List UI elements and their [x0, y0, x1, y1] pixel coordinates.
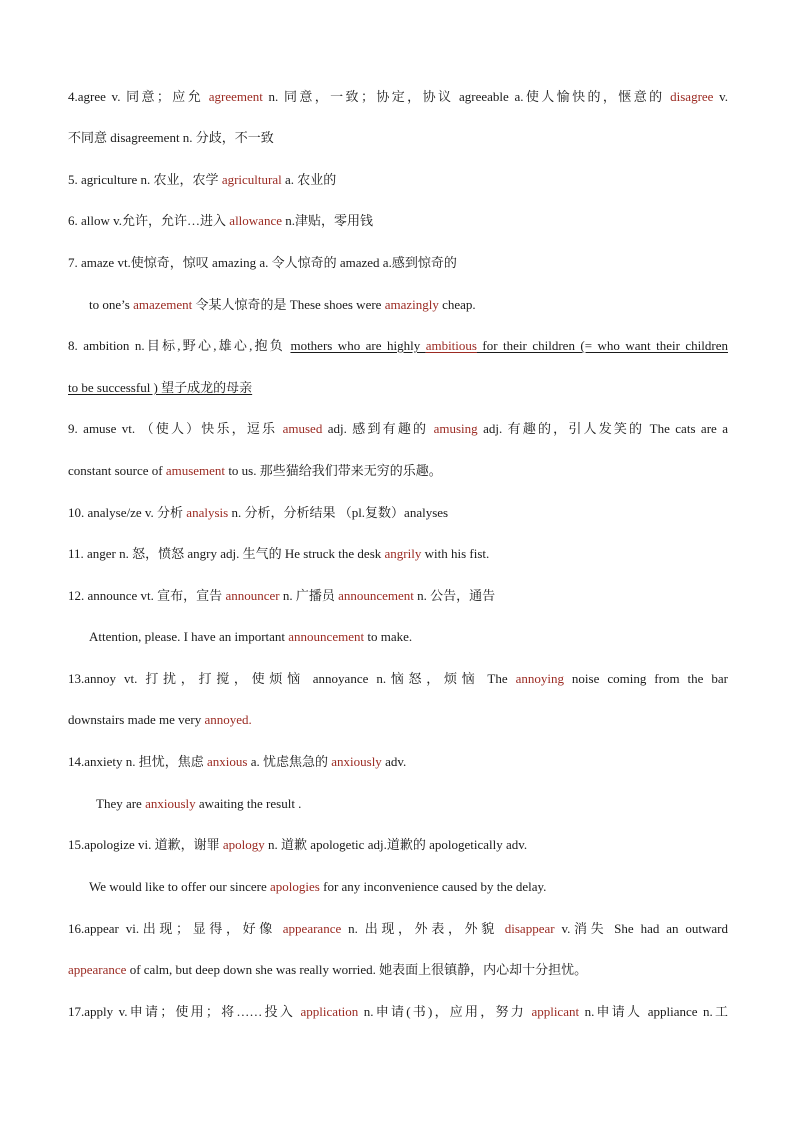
highlighted-word: annoyed.: [204, 712, 252, 727]
highlighted-word: anxious: [207, 754, 248, 769]
text-line: [68, 505, 728, 521]
text-segment: 8. ambition n.目标,野心,雄心,抱负: [68, 338, 291, 353]
text-segment: to us. 那些猫给我们带来无穷的乐趣。: [225, 463, 442, 478]
text-segment: Attention, please. I have an important: [89, 629, 289, 644]
text-line: [68, 588, 728, 604]
text-segment: awaiting the result .: [195, 796, 302, 811]
highlighted-word: announcement: [288, 629, 365, 644]
highlighted-word: analysis: [186, 505, 229, 520]
text-segment: 10. analyse/ze v. 分析: [68, 505, 187, 520]
text-segment: with his fist.: [421, 546, 490, 561]
text-line: [96, 796, 756, 812]
text-line: [68, 213, 728, 229]
text-line: [68, 712, 728, 728]
highlighted-word: angrily: [384, 546, 422, 561]
text-segment: of calm, but deep down she was really worried. 她表面上很镇静，内心却十分担忧。: [126, 962, 588, 977]
highlighted-word: appearance: [68, 962, 127, 977]
text-line: [68, 421, 728, 437]
highlighted-word: annoying: [515, 671, 564, 686]
text-segment: 11. anger n. 怒，愤怒 angry adj. 生气的 He struck the desk: [68, 546, 385, 561]
text-segment: 16.appear vi.出现；显得，好像: [68, 921, 283, 936]
highlighted-word: amusement: [165, 463, 226, 478]
text-line: [68, 671, 728, 687]
text-segment: adv.: [381, 754, 407, 769]
text-line: [68, 837, 728, 853]
text-segment: 4.agree v. 同意；应允: [68, 89, 209, 104]
highlighted-word: amused: [282, 421, 323, 436]
text-segment: to be successful ) 望子成龙的母亲: [68, 380, 253, 395]
text-segment: 12. announce vt. 宣布，宣告: [68, 588, 226, 603]
highlighted-word: applicant: [531, 1004, 580, 1019]
text-segment: v.消失 She had an outward: [554, 921, 728, 936]
text-segment: a. 忧虑焦急的: [247, 754, 332, 769]
text-line: [68, 380, 728, 396]
highlighted-word: disappear: [504, 921, 555, 936]
text-segment: 6. allow v.允许，允许…进入: [68, 213, 230, 228]
text-line: [68, 130, 728, 146]
text-line: [68, 962, 728, 978]
text-segment: to make.: [364, 629, 413, 644]
text-segment: for their children (= who want their children: [476, 338, 728, 353]
text-segment: mothers who are highly: [290, 338, 426, 353]
text-segment: adj. 有趣的，引人发笑的 The cats are a: [477, 421, 728, 436]
text-line: [68, 89, 728, 105]
highlighted-word: allowance: [229, 213, 282, 228]
highlighted-word: agreement: [208, 89, 263, 104]
highlighted-word: apology: [222, 837, 265, 852]
text-segment: n. 同意，一致；协定，协议 agreeable a.使人愉快的，惬意的: [262, 89, 671, 104]
text-segment: n. 道歉 apologetic adj.道歉的 apologetically adv.: [264, 837, 528, 852]
highlighted-word: ambitious: [425, 338, 477, 353]
highlighted-word: amazingly: [384, 297, 439, 312]
text-segment: 13.annoy vt. 打扰，打搅，使烦恼 annoyance n.恼怒，烦恼 The: [68, 671, 516, 686]
text-line: [68, 921, 728, 937]
text-segment: n. 出现，外表，外貌: [341, 921, 505, 936]
text-segment: n. 公告，通告: [413, 588, 496, 603]
text-line: [68, 754, 728, 770]
text-segment: downstairs made me very: [68, 712, 205, 727]
highlighted-word: anxiously: [145, 796, 196, 811]
text-line: [89, 879, 749, 895]
text-line: [68, 338, 728, 354]
highlighted-word: application: [300, 1004, 359, 1019]
text-segment: 17.apply v.申请；使用；将……投入: [68, 1004, 301, 1019]
text-segment: to one’s: [89, 297, 134, 312]
text-segment: noise coming from the bar: [563, 671, 728, 686]
highlighted-word: amusing: [433, 421, 478, 436]
text-segment: v.: [713, 89, 729, 104]
text-segment: They are: [96, 796, 146, 811]
text-line: [68, 463, 728, 479]
text-segment: n. 广播员: [279, 588, 339, 603]
highlighted-word: agricultural: [221, 172, 282, 187]
text-line: [68, 1004, 728, 1020]
text-line: [68, 546, 728, 562]
highlighted-word: amazement: [133, 297, 193, 312]
highlighted-word: disagree: [670, 89, 714, 104]
text-segment: n.申请(书)，应用，努力: [358, 1004, 532, 1019]
text-segment: a. 农业的: [281, 172, 337, 187]
text-line: [89, 297, 749, 313]
text-segment: 14.anxiety n. 担忧，焦虑: [68, 754, 208, 769]
highlighted-word: anxiously: [331, 754, 382, 769]
text-segment: 7. amaze vt.使惊奇，惊叹 amazing a. 令人惊奇的 amazed a.感到惊奇的: [68, 255, 457, 270]
text-segment: 15.apologize vi. 道歉，谢罪: [68, 837, 223, 852]
text-segment: 令某人惊奇的是 These shoes were: [192, 297, 385, 312]
text-segment: adj. 感到有趣的: [322, 421, 434, 436]
text-line: [89, 629, 749, 645]
highlighted-word: announcement: [338, 588, 414, 603]
text-line: [68, 255, 728, 271]
text-segment: constant source of: [68, 463, 166, 478]
text-segment: 9. amuse vt. （使人）快乐，逗乐: [68, 421, 283, 436]
text-segment: n.申请人 appliance n.工: [579, 1004, 728, 1019]
text-segment: n.津贴，零用钱: [282, 213, 374, 228]
text-segment: 5. agriculture n. 农业，农学: [68, 172, 222, 187]
text-segment: n. 分析，分析结果 （pl.复数）analyses: [228, 505, 449, 520]
text-segment: cheap.: [438, 297, 476, 312]
highlighted-word: appearance: [282, 921, 342, 936]
text-segment: 不同意 disagreement n. 分歧，不一致: [68, 130, 274, 145]
highlighted-word: announcer: [225, 588, 280, 603]
text-segment: for any inconvenience caused by the delay.: [319, 879, 547, 894]
text-segment: We would like to offer our sincere: [89, 879, 271, 894]
highlighted-word: apologies: [270, 879, 320, 894]
text-line: [68, 172, 728, 188]
